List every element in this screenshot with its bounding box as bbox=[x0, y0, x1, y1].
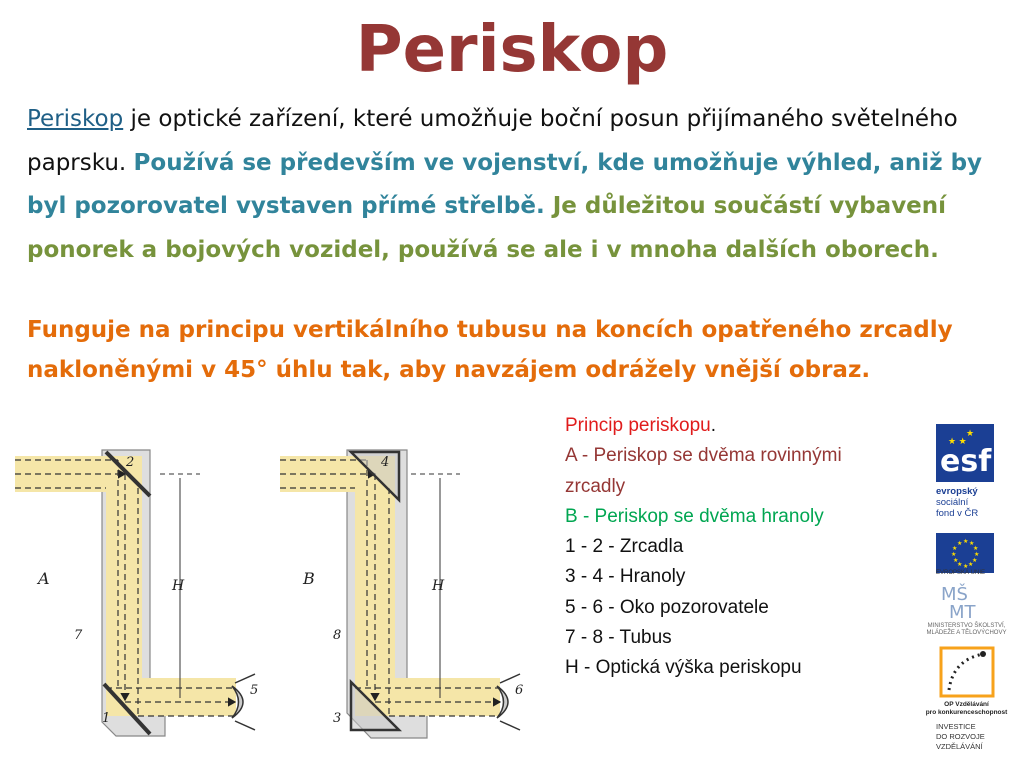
diagram-legend bbox=[565, 411, 895, 684]
msmt-text-2: MLÁDEŽE A TĚLOVÝCHOVY bbox=[926, 630, 1007, 636]
invest-text-2: DO ROZVOJE bbox=[936, 732, 985, 741]
legend-heading: Princip periskopu. bbox=[565, 415, 717, 436]
op-text-2: pro konkurenceschopnost bbox=[925, 709, 1008, 716]
invest-text-1: INVESTICE bbox=[936, 722, 976, 731]
principle-paragraph: Funguje na principu vertikálního tubusu na koncích opatřeného zrcadly nakloněnými v 45° úhlu tak, aby navzájem odrážely vnější obraz. bbox=[27, 317, 953, 383]
invest-text-3: VZDĚLÁVÁNÍ bbox=[936, 742, 983, 751]
msmt-logo-icon bbox=[939, 582, 995, 620]
legend-item: 1 - 2 - Zrcadla bbox=[565, 536, 684, 558]
svg-text:★: ★ bbox=[957, 562, 963, 568]
svg-text:★: ★ bbox=[951, 552, 957, 558]
esf-text-3: fond v ČR bbox=[936, 508, 979, 519]
number-2: 2 bbox=[126, 455, 135, 470]
label-a: A bbox=[38, 569, 50, 588]
svg-text:esf: esf bbox=[940, 444, 992, 479]
svg-text:★: ★ bbox=[969, 541, 975, 547]
op-text-1: OP Vzdělávání bbox=[944, 701, 989, 708]
periscope-a bbox=[15, 448, 258, 736]
number-1: 1 bbox=[102, 711, 111, 726]
svg-text:★: ★ bbox=[974, 552, 980, 558]
svg-text:★: ★ bbox=[952, 546, 958, 552]
svg-text:★ ★: ★ ★ bbox=[948, 436, 967, 446]
beam-vertical-a bbox=[106, 456, 142, 706]
msmt-text-1: MINISTERSTVO ŠKOLSTVÍ, bbox=[927, 623, 1006, 629]
periscope-diagram bbox=[10, 438, 550, 748]
esf-text-1: evropský bbox=[936, 486, 978, 497]
svg-text:★: ★ bbox=[973, 546, 979, 552]
legend-a: A - Periskop se dvěma rovinnými zrcadly bbox=[565, 445, 842, 497]
svg-text:MT: MT bbox=[949, 602, 976, 620]
number-5: 5 bbox=[250, 683, 259, 698]
esf-text-2: sociální bbox=[936, 497, 969, 508]
periskop-link[interactable]: Periskop bbox=[27, 106, 124, 132]
number-3: 3 bbox=[333, 711, 342, 726]
number-7: 7 bbox=[74, 628, 83, 643]
number-8: 8 bbox=[333, 628, 342, 643]
legend-item: 5 - 6 - Oko pozorovatele bbox=[565, 596, 769, 618]
svg-text:★: ★ bbox=[963, 539, 969, 545]
legend-item: 7 - 8 - Tubus bbox=[565, 627, 672, 649]
legend-item: H - Optická výška periskopu bbox=[565, 657, 802, 679]
legend-item: 3 - 4 - Hranoly bbox=[565, 566, 686, 588]
label-b: B bbox=[303, 569, 315, 588]
number-6: 6 bbox=[515, 683, 524, 698]
svg-text:★: ★ bbox=[966, 428, 975, 438]
periscope-b bbox=[280, 450, 523, 738]
intro-text-submarines: Je důležitou součástí vybavení ponorek a bojových vozidel, používá se ale i v mnoha dalších oborech. bbox=[27, 193, 947, 263]
svg-text:★: ★ bbox=[963, 564, 969, 570]
eu-text: EVROPSKÁ UNIE bbox=[936, 570, 986, 576]
op-vzdelavani-logo-icon bbox=[939, 646, 995, 698]
svg-text:★: ★ bbox=[953, 558, 959, 564]
label-h-b: H bbox=[432, 578, 445, 594]
intro-paragraph bbox=[27, 98, 992, 272]
svg-text:★: ★ bbox=[968, 562, 974, 568]
intro-text-military: Používá se především ve vojenství, kde umožňuje výhled, aniž by byl pozorovatel vystaven přímé střelbě. bbox=[27, 149, 983, 219]
svg-text:★: ★ bbox=[957, 541, 963, 547]
number-4: 4 bbox=[381, 455, 390, 470]
label-h-a: H bbox=[172, 578, 185, 594]
svg-text:MŠ: MŠ bbox=[941, 584, 968, 605]
legend-b: B - Periskop se dvěma hranoly bbox=[565, 505, 824, 527]
intro-text-1: je optické zařízení, které umožňuje boční posun přijímaného světelného paprsku. bbox=[27, 106, 958, 176]
slide-title: Periskop bbox=[355, 13, 669, 87]
svg-text:★: ★ bbox=[972, 558, 978, 564]
